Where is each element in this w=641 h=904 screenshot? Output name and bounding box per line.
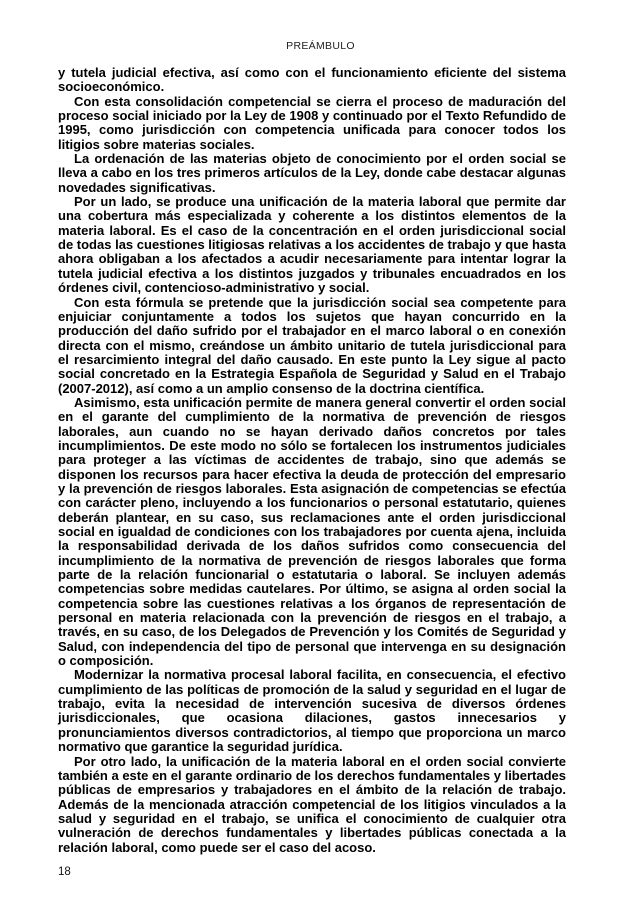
paragraph: Modernizar la normativa procesal laboral facilita, en consecuencia, el efectivo cumplimiento de las políticas de promoción de la salud y seguridad en el lugar de trabajo, evita la necesidad de intervención sucesiva de diversos órdenes jurisdiccionales, que ocasiona dilaciones, gastos innecesarios y pronunciamientos diversos contradictorios, al tiempo que proporciona un marco normativo que garantice la seguridad jurídica. (58, 667, 566, 755)
paragraph: Por otro lado, la unificación de la materia laboral en el orden social convierte también a este en el garante ordinario de los derechos fundamentales y libertades públicas de empresarios y trabajadores en el ámbito de la relación de trabajo. Además de la mencionada atracción competencial de los litigios vinculados a la salud y seguridad en el trabajo, se unifica el conocimiento de cualquier otra vulneración de derechos fundamentales y libertades públicas conectada a la relación laboral, como puede ser el caso del acoso. (58, 753, 566, 855)
running-header: PREÁMBULO (286, 40, 355, 52)
paragraph: Por un lado, se produce una unificación de la materia laboral que permite dar una cobertura más especializada y coherente a los distintos elementos de la materia laboral. Es el caso de la concentración en el orden jurisdiccional social de todas las cuestiones litigiosas relativas a los accidentes de trabajo y que hasta ahora obligaban a los afectados a acudir necesariamente para intentar lograr la tutela judicial efectiva a los distintos juzgados y tribunales encuadrados en los órdenes civil, contencioso-administrativo y social. (58, 194, 566, 296)
paragraph: Con esta fórmula se pretende que la jurisdicción social sea competente para enjuiciar conjuntamente a todos los sujetos que hayan concurrido en la producción del daño sufrido por el trabajador en el marco laboral o en conexión directa con el mismo, creándose un ámbito unitario de tutela jurisdiccional para el resarcimiento integral del daño causado. En este punto la Ley sigue al pacto social concretado en la Estrategia Española de Seguridad y Salud en el Trabajo (2007-2012), así como a un amplio consenso de la doctrina científica. (58, 294, 566, 396)
paragraph: La ordenación de las materias objeto de conocimiento por el orden social se lleva a cabo en los tres primeros artículos de la Ley, donde cabe destacar algunas novedades significativas. (58, 151, 566, 195)
paragraph-continued: y tutela judicial efectiva, así como con el funcionamiento eficiente del sistema socioeconómico. (58, 65, 566, 95)
body-text (58, 66, 566, 855)
paragraph: Asimismo, esta unificación permite de manera general convertir el orden social en el garante del cumplimiento de la normativa de prevención de riesgos laborales, aun cuando no se hayan derivado daños concretos por tales incumplimientos. De este modo no sólo se fortalecen los instrumentos judiciales para proteger a las víctimas de accidentes de trabajo, sino que además se disponen los recursos para hacer efectiva la deuda de protección del empresario y la prevención de riesgos laborales. Esta asignación de competencias se efectúa con carácter pleno, incluyendo a los funcionarios o personal estatutario, quienes deberán plantear, en su caso, sus reclamaciones ante el orden jurisdiccional social en igualdad de condiciones con los trabajadores por cuenta ajena, incluida la responsabilidad derivada de los daños sufridos como consecuencia del incumplimiento de la normativa de prevención de riesgos laborales que forma parte de la relación funcionarial o estatutaria o laboral. Se incluyen además competencias sobre medidas cautelares. Por último, se asigna al orden social la competencia sobre las cuestiones relativas a los órganos de representación de personal en materia relacionada con la prevención de riesgos en el trabajo, a través, en su caso, de los Delegados de Prevención y los Comités de Seguridad y Salud, con independencia del tipo de personal que intervenga en su designación o composición. (58, 394, 566, 669)
paragraph: Con esta consolidación competencial se cierra el proceso de maduración del proceso social iniciado por la Ley de 1908 y continuado por el Texto Refundido de 1995, como jurisdicción con competencia unificada para conocer todos los litigios sobre materias sociales. (58, 93, 566, 152)
page-number: 18 (58, 866, 71, 878)
